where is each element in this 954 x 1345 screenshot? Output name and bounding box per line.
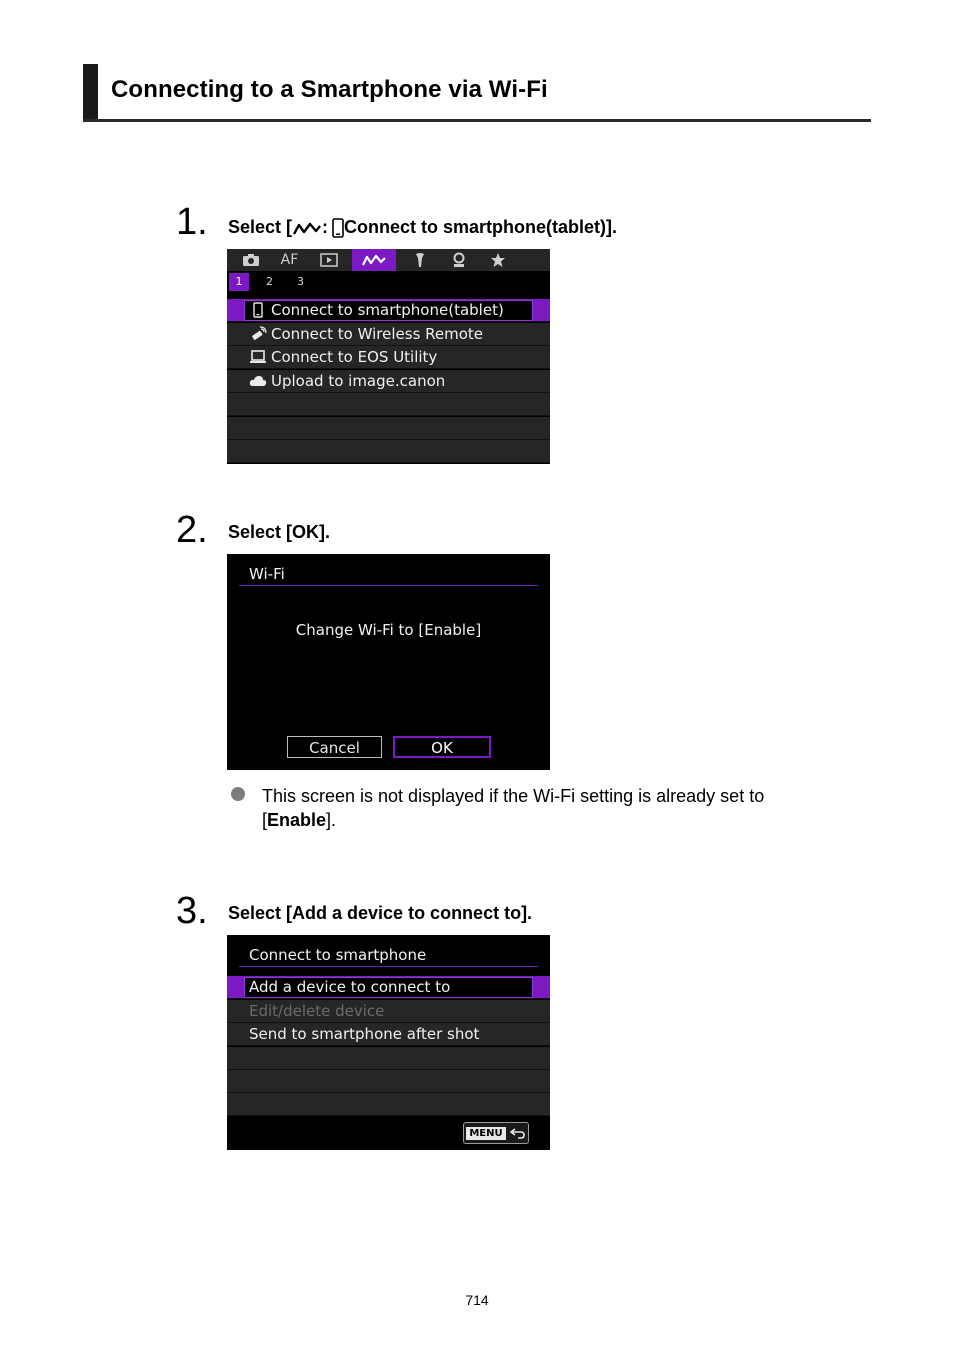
cloud-icon xyxy=(249,373,267,389)
screen-title: Connect to smartphone xyxy=(249,946,427,964)
step-number-3: 3. xyxy=(176,890,208,932)
camera-icon xyxy=(242,253,260,267)
page-number: 714 xyxy=(465,1292,489,1308)
camera-screen-wireless-menu xyxy=(227,249,550,464)
computer-icon xyxy=(249,349,267,365)
camera-screen-wifi-enable xyxy=(227,554,550,770)
note-text xyxy=(262,784,822,832)
star-icon xyxy=(490,252,506,268)
menu-item-empty xyxy=(227,417,550,440)
wireless-icon xyxy=(292,220,322,236)
menu-tab-bar xyxy=(227,249,550,271)
cancel-button[interactable]: Cancel xyxy=(287,736,382,758)
menu-item-send-after-shot[interactable] xyxy=(227,1023,550,1046)
smartphone-icon xyxy=(332,218,344,238)
menu-item-empty xyxy=(227,1093,550,1116)
subtab-3[interactable]: 3 xyxy=(297,275,304,288)
menu-item-connect-smartphone[interactable] xyxy=(227,299,550,322)
step-text-2: Select [OK]. xyxy=(228,522,331,542)
menu-item-label: Connect to EOS Utility xyxy=(271,348,438,366)
menu-subtabs xyxy=(227,271,550,293)
menu-item-empty xyxy=(227,1047,550,1070)
heading-accent-bar xyxy=(83,64,98,122)
menu-item-label: Add a device to connect to xyxy=(249,978,451,996)
tab-setup[interactable] xyxy=(404,249,435,271)
tab-playback[interactable] xyxy=(313,249,344,271)
note-text-before: This screen is not displayed if the Wi-Fi setting is already set to [ xyxy=(262,786,765,830)
title-divider xyxy=(239,966,538,967)
menu-item-empty xyxy=(227,393,550,416)
tab-custom[interactable] xyxy=(443,249,474,271)
menu-item-empty xyxy=(227,440,550,463)
tab-shooting[interactable] xyxy=(235,249,266,271)
step-1-suffix: Connect to smartphone(tablet)]. xyxy=(344,217,618,237)
return-arrow-icon xyxy=(510,1127,526,1139)
menu-item-label: Edit/delete device xyxy=(249,1002,385,1020)
step-number-2: 2. xyxy=(176,509,208,551)
menu-item-wireless-remote[interactable] xyxy=(227,323,550,346)
menu-item-label: Connect to Wireless Remote xyxy=(271,325,484,343)
step-1-prefix: Select [ xyxy=(228,217,293,237)
note-text-after: ]. xyxy=(326,810,337,830)
camera-screen-connect-smartphone xyxy=(227,935,550,1150)
tab-my-menu[interactable] xyxy=(482,249,513,271)
ok-button[interactable]: OK xyxy=(393,736,491,758)
menu-button-label: MENU xyxy=(466,1127,505,1140)
tab-af-label: AF xyxy=(280,252,299,268)
custom-icon xyxy=(451,252,467,268)
dialog-message: Change Wi-Fi to [Enable] xyxy=(295,621,482,639)
menu-item-empty xyxy=(227,1070,550,1093)
menu-item-label: Connect to smartphone(tablet) xyxy=(271,301,504,319)
smartphone-icon xyxy=(249,302,267,318)
bullet-icon xyxy=(231,787,245,801)
subtab-2[interactable]: 2 xyxy=(266,275,273,288)
setup-icon xyxy=(413,252,427,268)
step-number-1: 1. xyxy=(176,201,208,243)
menu-item-eos-utility[interactable] xyxy=(227,346,550,369)
playback-icon xyxy=(320,253,338,267)
menu-item-add-device[interactable] xyxy=(227,976,550,999)
tab-wireless[interactable] xyxy=(352,249,396,271)
menu-item-edit-delete-device xyxy=(227,1000,550,1023)
step-text-1 xyxy=(228,217,617,238)
remote-icon xyxy=(249,326,267,342)
tab-af[interactable] xyxy=(274,249,305,271)
title-divider xyxy=(239,585,538,586)
subtab-1[interactable]: 1 xyxy=(229,273,249,291)
heading-divider xyxy=(83,119,871,122)
menu-item-label: Upload to image.canon xyxy=(271,372,446,390)
menu-item-upload-image-canon[interactable] xyxy=(227,370,550,393)
step-text-3: Select [Add a device to connect to]. xyxy=(228,903,533,923)
section-title: Connecting to a Smartphone via Wi-Fi xyxy=(111,76,548,103)
screen-title: Wi-Fi xyxy=(249,565,285,583)
note-bold-term: Enable xyxy=(267,810,327,830)
step-1-colon: : xyxy=(322,217,329,237)
menu-item-label: Send to smartphone after shot xyxy=(249,1025,480,1043)
wireless-icon xyxy=(361,253,387,267)
menu-back-button[interactable] xyxy=(463,1122,529,1144)
